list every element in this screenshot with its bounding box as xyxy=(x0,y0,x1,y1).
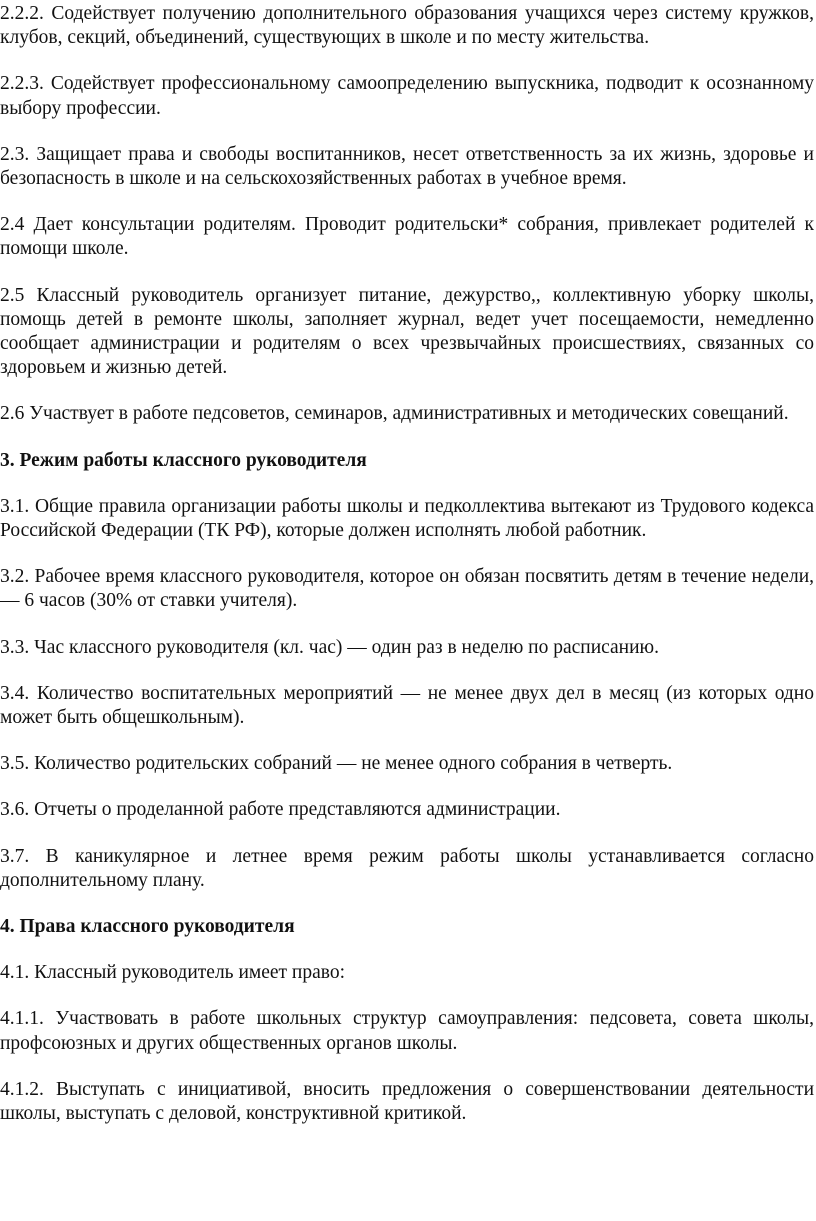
section-heading-3: 3. Режим работы классного руководителя xyxy=(0,449,367,471)
paragraph-2-5: 2.5 Классный руководитель организует питание, дежурство,, коллективную уборку школы, помощь детей в ремонте школы, заполняет журнал, ведет учет посещаемости, немедленно сообщает администрации и родителям о всех чрезвычайных происшествиях, связанных со здоровьем и жизнью детей. xyxy=(0,284,814,379)
paragraph-3-3: 3.3. Час классного руководителя (кл. час) — один раз в неделю по расписанию. xyxy=(0,636,659,658)
paragraph-4-1-2: 4.1.2. Выступать с инициативой, вносить предложения о совершенствовании деятельности школы, выступать с деловой, конструктивной критикой. xyxy=(0,1078,814,1125)
paragraph-2-2-3: 2.2.3. Содействует профессиональному самоопределению выпускника, подводит к осознанному выбору профессии. xyxy=(0,73,814,119)
paragraph-2-4: 2.4 Дает консультации родителям. Проводит родительски* собрания, привлекает родителей к помощи школе. xyxy=(0,214,814,260)
document-page xyxy=(0,2,814,1148)
paragraph-3-4: 3.4. Количество воспитательных мероприятий — не менее двух дел в месяц (из которых одно может быть общешкольным). xyxy=(0,682,814,729)
paragraph-4-1-1: 4.1.1. Участвовать в работе школьных структур самоуправления: педсовета, совета школы, профсоюзных и других общественных органов школы. xyxy=(0,1008,814,1054)
paragraph-4-1: 4.1. Классный руководитель имеет право: xyxy=(0,962,346,984)
section-heading-4: 4. Права классного руководителя xyxy=(0,916,295,938)
paragraph-3-5: 3.5. Количество родительских собраний — не менее одного собрания в четверть. xyxy=(0,753,673,775)
paragraph-3-1: 3.1. Общие правила организации работы школы и педколлектива вытекают из Трудового кодекса Российской Федерации (ТК РФ), которые должен исполнять любой работник. xyxy=(0,495,814,542)
paragraph-3-2: 3.2. Рабочее время классного руководителя, которое он обязан посвятить детям в течение недели, — 6 часов (30% от ставки учителя). xyxy=(0,566,814,612)
paragraph-2-2-2: 2.2.2. Содействует получению дополнительного образования учащихся через систему кружков, клубов, секций, объединений, существующих в школе и по месту жительства. xyxy=(0,3,814,49)
paragraph-2-3: 2.3. Защищает права и свободы воспитанников, несет ответственность за их жизнь, здоровье и безопасность в школе и на сельскохозяйственных работах в учебное время. xyxy=(0,143,814,190)
paragraph-3-6: 3.6. Отчеты о проделанной работе представляются администрации. xyxy=(0,799,561,821)
paragraph-2-6: 2.6 Участвует в работе педсоветов, семинаров, административных и методических совещаний. xyxy=(0,403,789,425)
paragraph-3-7: 3.7. В каникулярное и летнее время режим работы школы устанавливается согласно дополнительному плану. xyxy=(0,845,814,891)
